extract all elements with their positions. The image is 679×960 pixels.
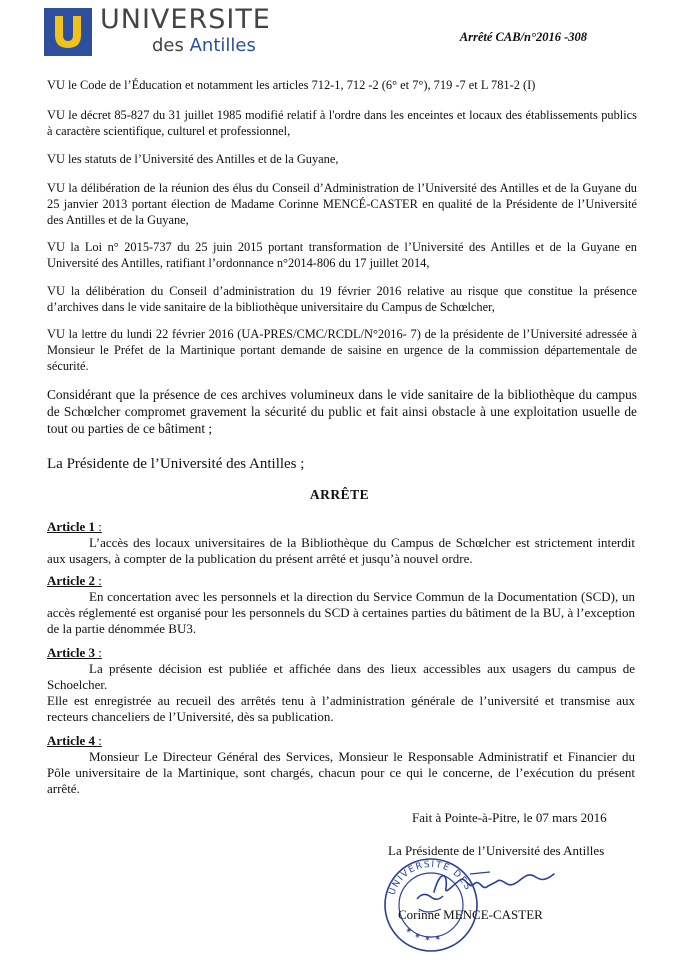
article-1-text: L’accès des locaux universitaires de la Bibliothèque du Campus de Schœlcher est strictement interdit aux usagers, à compter de la publication du présent arrêté et jusqu’à nouvel ordre. bbox=[47, 535, 635, 566]
article-3-text-2: Elle est enregistrée au recueil des arrêtés tenu à l’administration générale de l’université et transmise aux recteurs chanceliers de l’Université, dès sa publication. bbox=[47, 693, 635, 724]
article-3-heading: Article 3 : bbox=[47, 645, 102, 660]
article-2-heading: Article 2 : bbox=[47, 573, 102, 588]
visa-deliberation-ca: VU la délibération du Conseil d’administration du 19 février 2016 relative au risque que constitue la présence d’archives dans le vide sanitaire de la bibliothèque universitaire du Campus de Schœlcher, bbox=[47, 284, 637, 314]
presidente-line: La Présidente de l’Université des Antilles ; bbox=[47, 456, 305, 472]
article-3-text: La présente décision est publiée et affichée dans des lieux accessibles aux usagers du campus de Schoelcher. bbox=[47, 661, 635, 692]
article-1-heading: Article 1 : bbox=[47, 519, 102, 534]
visa-loi: VU la Loi n° 2015-737 du 25 juin 2015 portant transformation de l’Université des Antilles et de la Guyane en Université des Antilles, ratifiant l’ordonnance n°2014-806 du 17 juillet 2014, bbox=[47, 240, 637, 270]
decree-reference: Arrêté CAB/n°2016 -308 bbox=[459, 30, 587, 44]
logo-subline: des Antilles bbox=[152, 35, 256, 56]
university-logo bbox=[44, 4, 271, 60]
svg-text:UNIVERSITE DES: UNIVERSITE DES bbox=[387, 859, 473, 897]
article-4-text: Monsieur Le Directeur Général des Services, Monsieur le Responsable Administratif et Financier du Pôle universitaire de la Martinique, sont chargés, chacun pour ce qui le concerne, de l’exécution du présent arrêté. bbox=[47, 749, 635, 796]
place-and-date: Fait à Pointe-à-Pitre, le 07 mars 2016 bbox=[412, 810, 607, 825]
visa-deliberation-elus: VU la délibération de la réunion des élus du Conseil d’Administration de l’Université des Antilles et de la Guyane du 25 janvier 2013 portant élection de Madame Corinne MENCÉ-CASTER en qualité de la Présidente de l’Université des Antilles et de la Guyane, bbox=[47, 181, 637, 227]
visa-lettre: VU la lettre du lundi 22 février 2016 (UA-PRES/CMC/RCDL/N°2016- 7) de la présidente de l’Université adressée à Monsieur le Préfet de la Martinique portant demande de saisine en urgence de la commission départementale de sécurité. bbox=[47, 327, 637, 373]
signatory-title: La Présidente de l’Université des Antilles bbox=[388, 843, 605, 858]
signatory-name: Corinne MENCE-CASTER bbox=[398, 907, 543, 922]
article-2-text: En concertation avec les personnels et la direction du Service Commun de la Documentation (SCD), un accès réglementé est organisé pour les personnels du SCD à certaines parties du bâtiment de la BU, à l’exception de la partie dénommée BU3. bbox=[47, 589, 635, 636]
handwritten-signature bbox=[430, 862, 560, 902]
logo-u-icon bbox=[44, 8, 92, 56]
svg-text:✶ ✶ ✶ ✶: ✶ ✶ ✶ ✶ bbox=[403, 924, 444, 944]
arrete-title: ARRÊTE bbox=[309, 487, 370, 502]
article-4-heading: Article 4 : bbox=[47, 733, 102, 748]
logo-mark bbox=[44, 8, 92, 56]
visa-code-education: VU le Code de l’Éducation et notamment les articles 712-1, 712 -2 (6° et 7°), 719 -7 et L 781-2 (I) bbox=[47, 78, 536, 92]
considerant: Considérant que la présence de ces archives volumineux dans le vide sanitaire de la bibliothèque du campus de Schœlcher compromet gravement la sécurité du public et fait ainsi obstacle à une exploitation usuelle de tout ou parties de ce bâtiment ; bbox=[47, 387, 637, 436]
logo-wordmark: UNIVERSITE bbox=[100, 4, 271, 35]
visa-statuts: VU les statuts de l’Université des Antilles et de la Guyane, bbox=[47, 152, 339, 166]
visa-decret: VU le décret 85-827 du 31 juillet 1985 modifié relatif à l'ordre dans les enceintes et locaux des établissements publics à caractère scientifique, culturel et professionnel, bbox=[47, 108, 637, 138]
